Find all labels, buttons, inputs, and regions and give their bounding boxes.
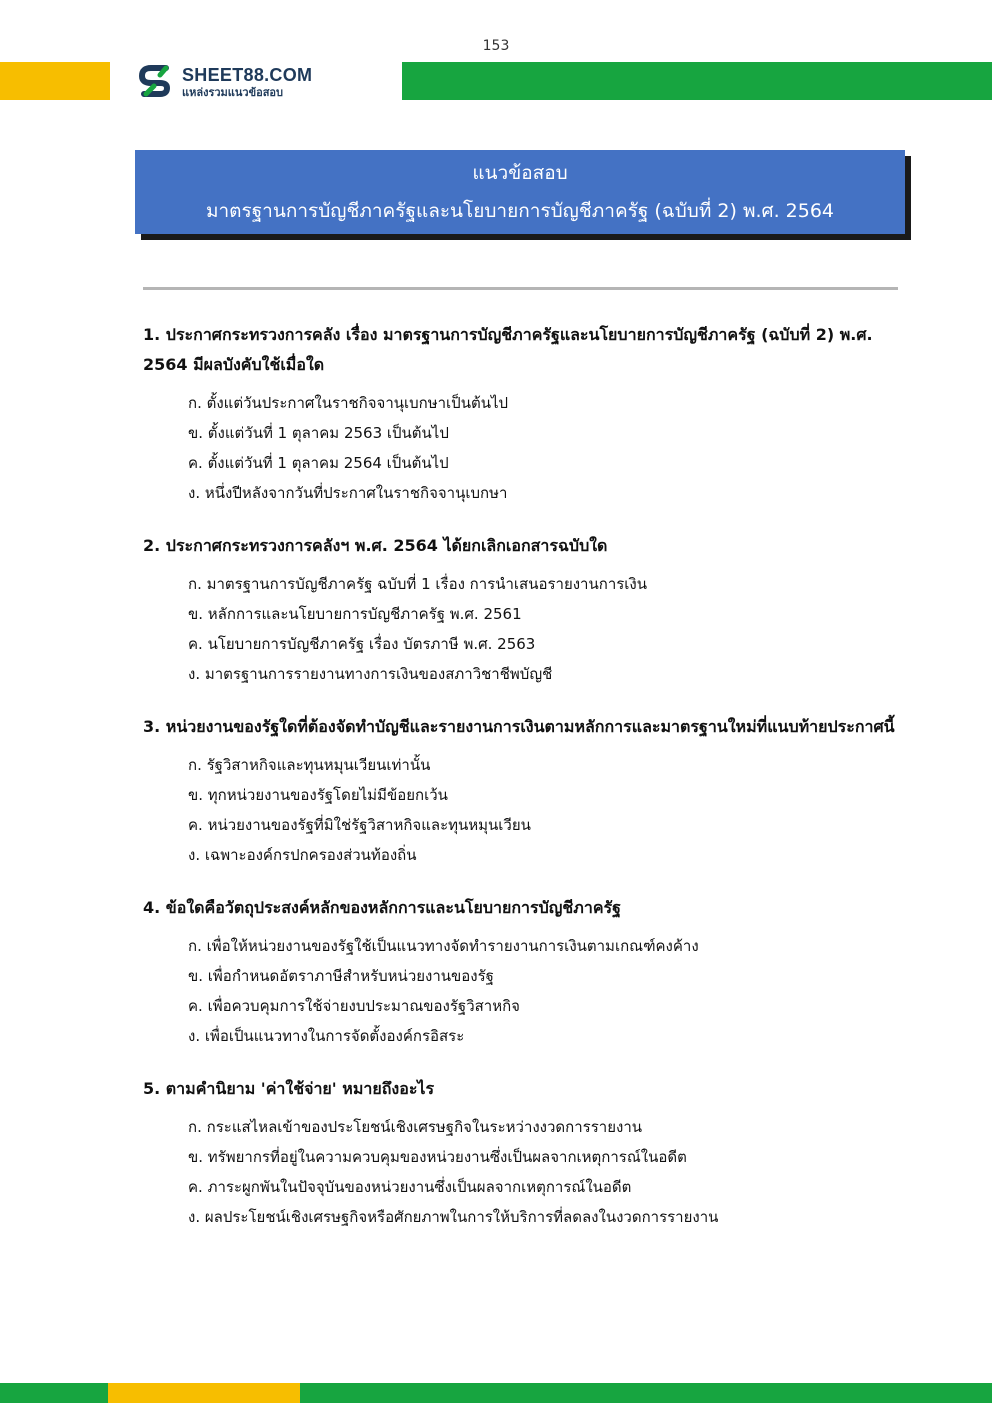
- footer-band-green-right: [300, 1383, 992, 1403]
- option-list: [143, 388, 903, 508]
- question-5: [143, 1074, 903, 1232]
- option-c: ค. นโยบายการบัญชีภาครัฐ เรื่อง บัตรภาษี พ.ศ. 2563: [188, 635, 536, 653]
- question-3: [143, 712, 903, 870]
- title-line-1: แนวข้อสอบ: [472, 162, 568, 184]
- question-text: 3. หน่วยงานของรัฐใดที่ต้องจัดทำบัญชีและรายงานการเงินตามหลักการและมาตรฐานใหม่ที่แนบท้ายประกาศนี้: [143, 717, 895, 736]
- option-d: ง. หนึ่งปีหลังจากวันที่ประกาศในราชกิจจานุเบกษา: [188, 484, 508, 502]
- divider: [143, 287, 898, 290]
- option-list: [143, 931, 903, 1051]
- option-d: ง. ผลประโยชน์เชิงเศรษฐกิจหรือศักยภาพในการให้บริการที่ลดลงในงวดการรายงาน: [188, 1208, 719, 1226]
- question-text: 4. ข้อใดคือวัตถุประสงค์หลักของหลักการและนโยบายการบัญชีภาครัฐ: [143, 898, 621, 917]
- sheet88-logo-icon: [136, 62, 176, 102]
- option-d: ง. เฉพาะองค์กรปกครองส่วนท้องถิ่น: [188, 846, 417, 864]
- option-a: ก. มาตรฐานการบัญชีภาครัฐ ฉบับที่ 1 เรื่อง การนำเสนอรายงานการเงิน: [188, 575, 648, 593]
- footer-band-yellow: [108, 1383, 300, 1403]
- title-banner: [135, 150, 905, 234]
- question-text: 2. ประกาศกระทรวงการคลังฯ พ.ศ. 2564 ได้ยกเลิกเอกสารฉบับใด: [143, 536, 608, 555]
- option-c: ค. เพื่อควบคุมการใช้จ่ายงบประมาณของรัฐวิสาหกิจ: [188, 997, 520, 1015]
- option-b: ข. ทุกหน่วยงานของรัฐโดยไม่มีข้อยกเว้น: [188, 786, 448, 804]
- option-b: ข. เพื่อกำหนดอัตราภาษีสำหรับหน่วยงานของรัฐ: [188, 967, 494, 985]
- question-list: [143, 320, 903, 1255]
- option-list: [143, 1112, 903, 1232]
- option-d: ง. เพื่อเป็นแนวทางในการจัดตั้งองค์กรอิสระ: [188, 1027, 465, 1045]
- option-b: ข. หลักการและนโยบายการบัญชีภาครัฐ พ.ศ. 2561: [188, 605, 522, 623]
- question-1: [143, 320, 903, 508]
- brand-tagline: แหล่งรวมแนวข้อสอบ: [182, 86, 284, 99]
- option-a: ก. เพื่อให้หน่วยงานของรัฐใช้เป็นแนวทางจัดทำรายงานการเงินตามเกณฑ์คงค้าง: [188, 937, 699, 955]
- header-band-yellow: [0, 62, 110, 100]
- option-c: ค. ภาระผูกพันในปัจจุบันของหน่วยงานซึ่งเป็นผลจากเหตุการณ์ในอดีต: [188, 1178, 632, 1196]
- option-list: [143, 569, 903, 689]
- question-4: [143, 893, 903, 1051]
- option-a: ก. ตั้งแต่วันประกาศในราชกิจจานุเบกษาเป็นต้นไป: [188, 394, 509, 412]
- option-b: ข. ทรัพยากรที่อยู่ในความควบคุมของหน่วยงานซึ่งเป็นผลจากเหตุการณ์ในอดีต: [188, 1148, 687, 1166]
- option-a: ก. กระแสไหลเข้าของประโยชน์เชิงเศรษฐกิจในระหว่างงวดการรายงาน: [188, 1118, 643, 1136]
- question-text: 1. ประกาศกระทรวงการคลัง เรื่อง มาตรฐานการบัญชีภาครัฐและนโยบายการบัญชีภาครัฐ (ฉบับที่ 2) พ.ศ. 2564 มีผลบังคับใช้เมื่อใด: [143, 325, 873, 374]
- option-a: ก. รัฐวิสาหกิจและทุนหมุนเวียนเท่านั้น: [188, 756, 431, 774]
- option-list: [143, 750, 903, 870]
- brand-logo[interactable]: [136, 62, 312, 102]
- question-text: 5. ตามคำนิยาม 'ค่าใช้จ่าย' หมายถึงอะไร: [143, 1079, 435, 1098]
- option-c: ค. หน่วยงานของรัฐที่มิใช่รัฐวิสาหกิจและทุนหมุนเวียน: [188, 816, 531, 834]
- header-band-green: [402, 62, 992, 100]
- option-c: ค. ตั้งแต่วันที่ 1 ตุลาคม 2564 เป็นต้นไป: [188, 454, 449, 472]
- option-b: ข. ตั้งแต่วันที่ 1 ตุลาคม 2563 เป็นต้นไป: [188, 424, 449, 442]
- question-2: [143, 531, 903, 689]
- footer-band-green-left: [0, 1383, 108, 1403]
- option-d: ง. มาตรฐานการรายงานทางการเงินของสภาวิชาชีพบัญชี: [188, 665, 553, 683]
- brand-name: SHEET88.COM: [182, 65, 313, 85]
- title-line-2: มาตรฐานการบัญชีภาครัฐและนโยบายการบัญชีภาครัฐ (ฉบับที่ 2) พ.ศ. 2564: [205, 200, 835, 222]
- page-number: 153: [482, 38, 510, 54]
